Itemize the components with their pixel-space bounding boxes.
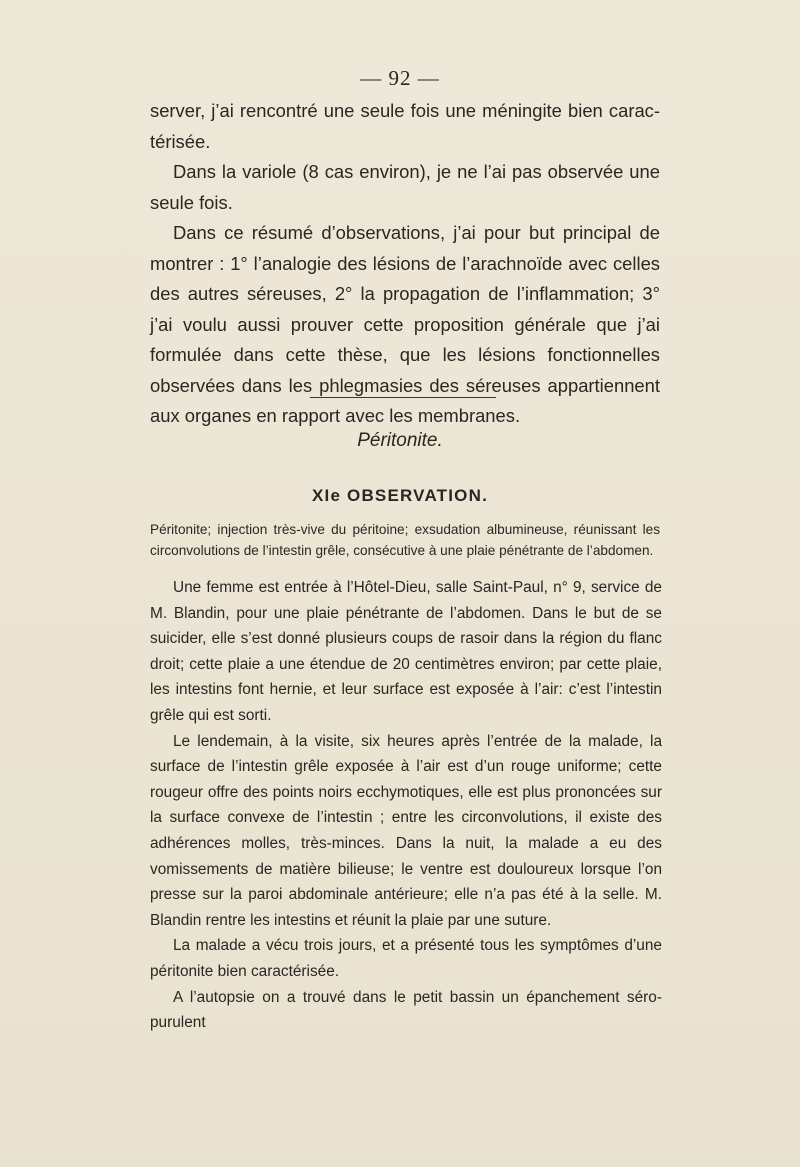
intro-text [150,96,660,432]
summary-text: Péritonite; injection très-vive du péritoine; exsudation albumineuse, réunissant les circonvolutions de l’intestin grêle, consécutive à une plaie pénétrante de l’abdomen. [150,522,660,558]
intro-paragraph: Dans ce résumé d’observations, j’ai pour but principal de montrer : 1° l’analogie des lésions de l’arachnoïde avec celles des autres séreuses, 2° la propagation de l’inflammation; 3° j’ai voulu aussi prouver cette proposition générale que j’ai formulée dans cette thèse, que les lésions fonctionnelles observées dans les phlegmasies des séreuses appartiennent aux organes en rapport avec les membranes. [150,222,660,426]
observation-text [150,575,662,1036]
observation-paragraph: La malade a vécu trois jours, et a présenté tous les symptômes d’une péritonite bien caractérisée. [150,937,662,980]
intro-paragraph: server, j’ai rencontré une seule fois une méningite bien caractérisée. [150,100,660,152]
observation-paragraph: Le lendemain, à la visite, six heures après l’entrée de la malade, la surface de l’intestin grêle exposée à l’air est d’un rouge uniforme; cette rougeur offre des points noirs ecchymotiques, elle est plus prononcées sur la surface convexe de l’intestin ; entre les circonvolutions, il existe des adhérences molles, très-minces. Dans la nuit, la malade a eu des vomissements de matière bilieuse; le ventre est douloureux lorsque l’on presse sur la paroi abdominale antérieure; elle n’a pas été à la selle. M. Blandin rentre les intestins et réunit la plaie par une suture. [150,732,662,929]
section-divider [310,397,496,398]
intro-paragraph: Dans la variole (8 cas environ), je ne l’ai pas observée une seule fois. [150,161,660,213]
observation-paragraph: A l’autopsie on a trouvé dans le petit bassin un épanchement séro-purulent [150,988,662,1032]
observation-paragraph: Une femme est entrée à l’Hôtel-Dieu, salle Saint-Paul, n° 9, service de M. Blandin, pour une plaie pénétrante de l’abdomen. Dans le but de se suicider, elle s’est donné plusieurs coups de rasoir dans la région du flanc droit; cette plaie a une étendue de 20 centimètres environ; par cette plaie, les intestins font hernie, et leur surface est exposée à l’air: c’est l’intestin grêle qui est sorti. [150,579,662,724]
observation-heading: XIe OBSERVATION. [311,486,488,505]
section-title: Péritonite. [357,430,443,451]
observation-summary [150,519,660,561]
page-number: — 92 — [360,66,440,90]
